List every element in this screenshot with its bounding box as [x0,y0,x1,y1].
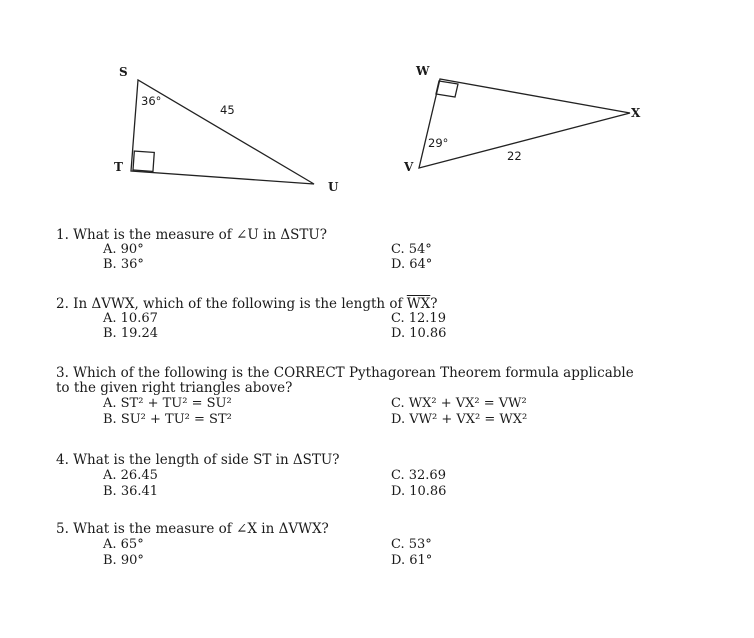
question-5-option-c[interactable]: C. 53° [391,537,432,552]
triangle-vwx [403,64,641,174]
side-label-su: 45 [220,103,235,117]
question-4-option-d[interactable]: D. 10.86 [391,484,447,499]
question-3-option-b[interactable]: B. SU² + TU² = ST² [103,412,232,427]
question-3-text-line-1: 3. Which of the following is the CORRECT Pythagorean Theorem formula applicable [56,365,634,381]
right-angle-mark-t [133,151,154,171]
question-3-option-d[interactable]: D. VW² + VX² = WX² [391,412,528,427]
question-2-option-b[interactable]: B. 19.24 [103,326,159,341]
question-2-option-a[interactable]: A. 10.67 [103,311,158,326]
question-2-text [56,297,438,311]
question-2-option-d[interactable]: D. 10.86 [391,326,447,341]
question-2-option-c[interactable]: C. 12.19 [391,311,446,326]
vertex-label-x: X [631,106,641,120]
side-label-vx: 22 [507,149,522,163]
question-4-option-c[interactable]: C. 32.69 [391,468,446,483]
vertex-label-w: W [416,64,430,78]
vertex-label-v: V [404,160,414,174]
segment-wx: $\overline{WX}$ [406,296,431,312]
question-4-option-b[interactable]: B. 36.41 [103,484,159,499]
angle-label-s: 36° [141,94,162,108]
question-3-text-line-2: to the given right triangles above? [56,380,293,396]
question-4-text: 4. What is the length of side ST in ΔSTU? [56,452,340,468]
question-4-option-a[interactable]: A. 26.45 [103,468,158,483]
question-5-option-a[interactable]: A. 65° [103,537,144,552]
question-5-option-d[interactable]: D. 61° [391,553,433,568]
vertex-label-u: U [328,180,339,194]
angle-label-v: 29° [428,136,449,150]
vertex-label-s: S [119,65,128,79]
question-2-text-after: ? [430,296,438,312]
triangle-figures [0,0,754,200]
question-1-option-d[interactable]: D. 64° [391,257,433,272]
question-3-option-c[interactable]: C. WX² + VX² = VW² [391,396,527,411]
question-2-text-before: 2. In ΔVWX, which of the following is the length of [56,296,407,312]
question-5-text: 5. What is the measure of ∠X in ΔVWX? [56,521,329,537]
question-5-option-b[interactable]: B. 90° [103,553,144,568]
question-1-option-b[interactable]: B. 36° [103,257,144,272]
question-1-option-c[interactable]: C. 54° [391,242,432,257]
vertex-label-t: T [114,160,123,174]
question-3-option-a[interactable]: A. ST² + TU² = SU² [103,396,232,411]
question-1-text: 1. What is the measure of ∠U in ΔSTU? [56,227,327,243]
triangle-stu [114,65,339,194]
question-1-option-a[interactable]: A. 90° [103,242,144,257]
